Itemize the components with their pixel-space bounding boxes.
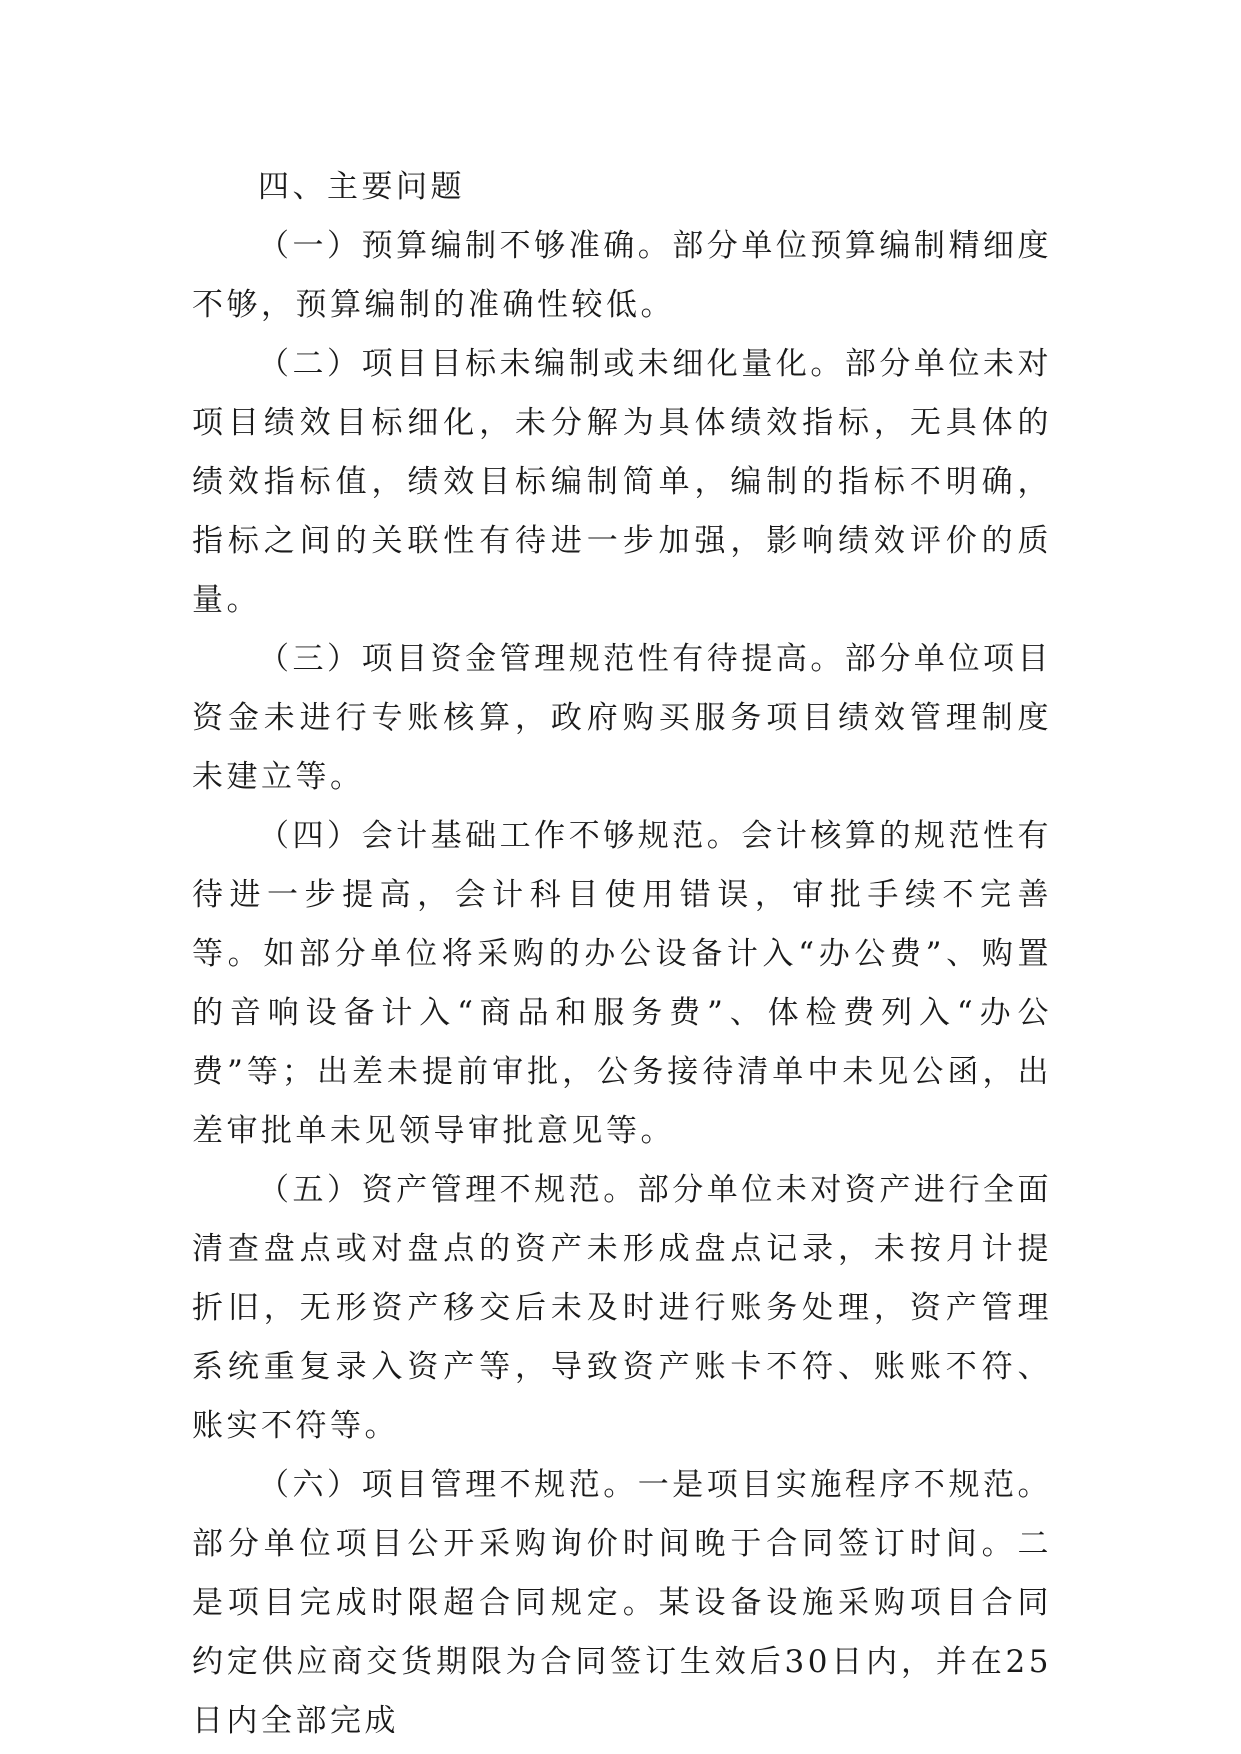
paragraph-6: （六）项目管理不规范。一是项目实施程序不规范。部分单位项目公开采购询价时间晚于合同签订时间。二是项目完成时限超合同规定。某设备设施采购项目合同约定供应商交货期限为合同签订生效后30日内，并在25日内全部完成: [192, 1467, 1052, 1739]
paragraph-1: （一）预算编制不够准确。部分单位预算编制精细度不够，预算编制的准确性较低。: [192, 228, 1052, 323]
document-body: [192, 158, 1052, 1751]
paragraph-5: （五）资产管理不规范。部分单位未对资产进行全面清查盘点或对盘点的资产未形成盘点记录，未按月计提折旧，无形资产移交后未及时进行账务处理，资产管理系统重复录入资产等，导致资产账卡不符、账账不符、账实不符等。: [192, 1172, 1052, 1444]
paragraph-3: （三）项目资金管理规范性有待提高。部分单位项目资金未进行专账核算，政府购买服务项目绩效管理制度未建立等。: [192, 641, 1052, 795]
section-heading: 四、主要问题: [258, 169, 465, 205]
paragraph-2: （二）项目目标未编制或未细化量化。部分单位未对项目绩效目标细化，未分解为具体绩效指标，无具体的绩效指标值，绩效目标编制简单，编制的指标不明确，指标之间的关联性有待进一步加强，影响绩效评价的质量。: [192, 346, 1052, 618]
paragraph-4: （四）会计基础工作不够规范。会计核算的规范性有待进一步提高，会计科目使用错误，审批手续不完善等。如部分单位将采购的办公设备计入“办公费”、购置的音响设备计入“商品和服务费”、体检费列入“办公费”等；出差未提前审批，公务接待清单中未见公函，出差审批单未见领导审批意见等。: [192, 818, 1052, 1149]
